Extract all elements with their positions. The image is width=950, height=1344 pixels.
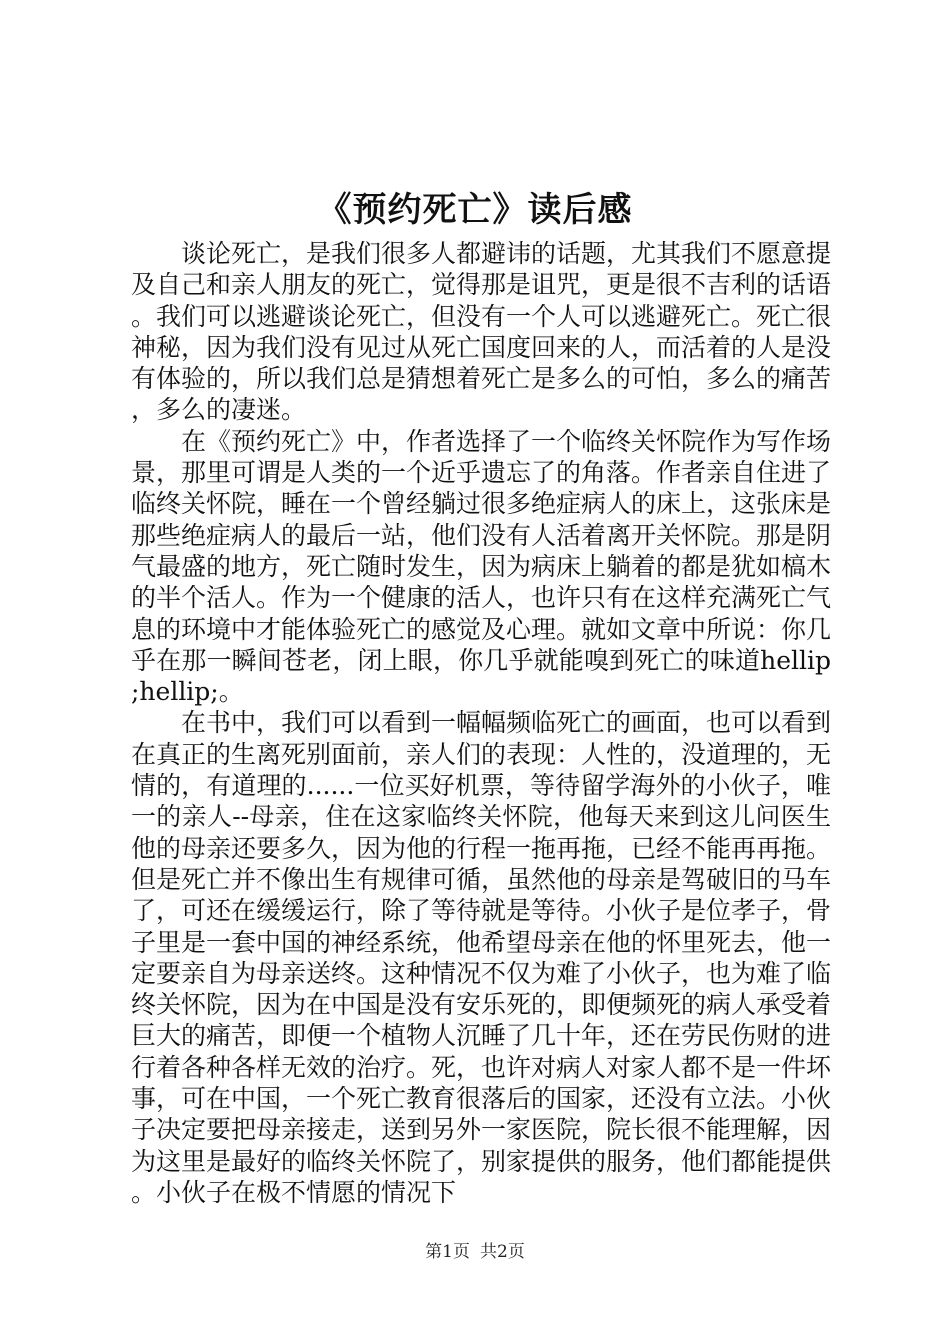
page-number: 第1页: [425, 1242, 470, 1262]
document-title: 《预约死亡》读后感: [317, 190, 633, 230]
document-body: [131, 238, 831, 1208]
paragraph-3: 在书中，我们可以看到一幅幅频临死亡的画面，也可以看到在真正的生离死别面前，亲人们的表现：人性的，没道理的，无情的，有道理的......一位买好机票，等待留学海外的小伙子，唯一的亲人--母亲，住在这家临终关怀院，他每天来到这儿问医生他的母亲还要多久，因为他的行程一拖再拖，已经不能再再拖。但是死亡并不像出生有规律可循，虽然他的母亲是驾破旧的马车了，可还在缓缓运行，除了等待就是等待。小伙子是位孝子，骨子里是一套中国的神经系统，他希望母亲在他的怀里死去，他一定要亲自为母亲送终。这种情况不仅为难了小伙子，也为难了临终关怀院，因为在中国是没有安乐死的，即便频死的病人承受着巨大的痛苦，即便一个植物人沉睡了几十年，还在劳民伤财的进行着各种各样无效的治疗。死，也许对病人对家人都不是一件坏事，可在中国，一个死亡教育很落后的国家，还没有立法。小伙子决定要把母亲接走，送到另外一家医院，院长很不能理解，因为这里是最好的临终关怀院了，别家提供的服务，他们都能提供。小伙子在极不情愿的情况下: [131, 708, 832, 1207]
page-total: 共2页: [480, 1242, 525, 1262]
page-footer: [0, 1240, 950, 1264]
paragraph-2: 在《预约死亡》中，作者选择了一个临终关怀院作为写作场景，那里可谓是人类的一个近乎遗忘了的角落。作者亲自住进了临终关怀院，睡在一个曾经躺过很多绝症病人的床上，这张床是那些绝症病人的最后一站，他们没有人活着离开关怀院。那是阴气最盛的地方，死亡随时发生，因为病床上躺着的都是犹如槁木的半个活人。作为一个健康的活人，也许只有在这样充满死亡气息的环境中才能体验死亡的感觉及心理。就如文章中所说：你几乎在那一瞬间苍老，闭上眼，你几乎就能嗅到死亡的味道hellip;hellip;。: [131, 426, 832, 707]
paragraph-1: 谈论死亡，是我们很多人都避讳的话题，尤其我们不愿意提及自己和亲人朋友的死亡，觉得那是诅咒，更是很不吉利的话语。我们可以逃避谈论死亡，但没有一个人可以逃避死亡。死亡很神秘，因为我们没有见过从死亡国度回来的人，而活着的人是没有体验的，所以我们总是猜想着死亡是多么的可怕，多么的痛苦，多么的凄迷。: [131, 239, 832, 425]
